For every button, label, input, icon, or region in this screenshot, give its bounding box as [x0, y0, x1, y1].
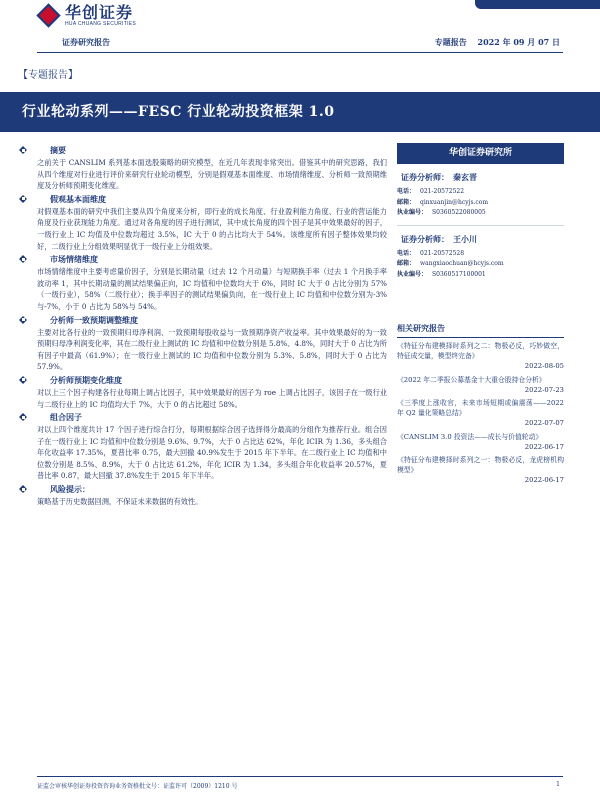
analyst-card: 证券分析师： 王小川 电话： 021-20572528 邮箱： wangxiaochuan@hcyjs.com 执业编号： S0360517100001	[397, 233, 504, 278]
section-body: 对以上四个维度共计 17 个因子进行综合打分，每期根据综合因子选择得分最高的分组作为推荐行业。组合因子在一级行业上 IC 均值和中位数分别是 9.6%、9.7%，大于 0 占比达 62%，年化 ICIR 为 1.36，多头组合年化收益率 17.35%，夏普比率 0.75，最大回撤 40.9%发生于 2015 年下半年。在二级行业上 IC 均值和中位数分别是 8.5%、8.9%，大于 0 占比达 61.2%，年化 ICIR 为 1.34，多头组合年化收益率 20.57%，夏普比率 0.87，最大回撤 37.8%发生于 2015 年下半年。	[37, 425, 387, 481]
related-title: 《特征分布建模择时系列之二：物极必反，巧妙做空，特征成交量，模型终完备》	[397, 342, 564, 361]
section-heading: 风险提示：	[50, 484, 90, 495]
analyst-role: 证券分析师：	[401, 233, 449, 244]
section-heading: 分析师一致预期调整维度	[50, 314, 138, 325]
report-tag: 【专题报告】	[18, 70, 78, 81]
section-heading: 市场情绪维度	[50, 254, 98, 265]
diamond-bullet-icon	[19, 255, 27, 263]
related-date: 2022-06-17	[524, 476, 564, 485]
header-divider	[37, 52, 563, 53]
analyst-email[interactable]: wangxiaochuan@hcyjs.com	[420, 260, 504, 267]
related-heading: 相关研究报告	[397, 323, 564, 338]
logo-icon	[37, 4, 60, 27]
section-body: 主要对比各行业的一致预期归母净利润、一致预期每股收益与一致预期净资产收益率。其中效果最好的为一致预期归母净利润变化率，其在二级行业上测试的 IC 均值和中位数分别是 5.8%、4.8%，同时大于 0 占比为所有因子中最高（61.9%）；在一级行业上测试的 IC 均值和中位数分别为 5.3%、5.8%，同时大于 0 占比为 57.9%。	[37, 327, 387, 372]
related-date: 2022-06-17	[524, 442, 564, 451]
section-body: 市场情绪维度中主要考虑量价因子，分别是长期动量（过去 12 个月动量）与短期换手率（过去 1 个月换手率波动率 1，其中长期动量的测试结果偏正向，IC 均值和中位数均大于 6%，同时 IC 大于 0 占比分别为 57%（一级行业），58%（二级行业）；换手率因子的测试结果偏负向，在一级行业上 IC 均值和中位数分别为-3%与-7%，小于 0 占比为 58%与 54%。	[37, 267, 387, 311]
report-meta	[427, 37, 560, 48]
footer-license: 证监会审核华创证券投资咨询业务资格批文号：证监许可（2009）1210 号	[37, 783, 238, 790]
report-date: 2022 年 09 月 07 日	[477, 37, 560, 47]
page-title: 行业轮动系列——FESC 行业轮动投资框架 1.0	[22, 104, 335, 120]
section-heading: 分析师预期变化维度	[50, 374, 122, 385]
section-risk	[37, 482, 387, 508]
analyst-name: 王小川	[453, 233, 477, 244]
main-content	[37, 143, 387, 508]
analyst-cert: S0360522080005	[432, 209, 486, 216]
related-title: 《特征分布建模择时系列之一：物极必反，龙虎榜机构模型》	[397, 456, 564, 475]
brand-name-cn: 华创证券	[65, 2, 134, 22]
section-expectation-change	[37, 373, 387, 410]
diamond-bullet-icon	[19, 316, 27, 324]
analyst-role: 证券分析师：	[401, 172, 449, 182]
related-title: 《CANSLIM 3.0 投资法——成长与价值轮动》	[397, 432, 543, 441]
analyst-phone: 021-20572522	[420, 188, 465, 195]
analyst-cert: S0360517100001	[432, 270, 486, 278]
related-reports	[397, 323, 564, 486]
section-body: 对以上三个因子构建各行业每期上调占比因子，其中效果最好的因子为 roe 上调占比因子，该因子在一级行业与二级行业上的 IC 均值均大于 7%，大于 0 的占比超过 58%。	[37, 387, 387, 409]
related-title: 《2022 年二季报公募基金十大重仓股持仓分析》	[397, 375, 546, 384]
department-label: 证券研究报告	[62, 37, 110, 47]
section-consensus	[37, 313, 387, 373]
top-accent-bar	[475, 0, 600, 9]
brand-logo	[37, 4, 136, 27]
related-title: 《三季度上涨收官，未来市场短期或偏震荡——2022 年 Q2 量化策略总结》	[397, 399, 564, 418]
diamond-bullet-icon	[19, 485, 27, 493]
related-date: 2022-08-05	[524, 362, 564, 371]
analyst-phone: 021-20572528	[420, 249, 465, 257]
section-summary	[37, 143, 387, 192]
analyst-name: 秦玄晋	[453, 172, 477, 182]
diamond-bullet-icon	[19, 376, 27, 384]
page-number: 1	[556, 781, 560, 788]
diamond-bullet-icon	[19, 195, 27, 203]
section-body: 策略基于历史数据回测，不保证未来数据的有效性。	[37, 497, 203, 507]
list-item[interactable]	[397, 375, 564, 395]
report-type: 专题报告	[434, 37, 467, 47]
brand-name-en: HUA CHUANG SECURITIES	[65, 20, 137, 27]
section-heading: 组合因子	[50, 412, 82, 423]
section-composite	[37, 410, 387, 482]
section-sentiment	[37, 252, 387, 312]
list-item[interactable]	[397, 341, 564, 372]
sidebar-heading: 华创证券研究所	[397, 143, 564, 164]
list-item[interactable]	[397, 398, 564, 429]
related-date: 2022-07-07	[524, 419, 564, 428]
diamond-bullet-icon	[19, 413, 27, 421]
related-date: 2022-07-23	[524, 385, 564, 394]
analyst-email[interactable]: qinxuanjin@hcyjs.com	[420, 198, 489, 206]
analyst-sidebar	[397, 143, 564, 280]
list-item[interactable]	[397, 432, 564, 452]
diamond-bullet-icon	[19, 146, 27, 154]
section-heading: 摘要	[50, 145, 66, 155]
list-item[interactable]	[397, 455, 564, 486]
section-body: 对假观基本面的研究中我们主要从四个角度来分析，即行业的成长角度、行业盈利能力角度、行业的营运能力角度及行业获现能力角度。通过对各角度的因子进行测试，其中成长角度的四个因子是其中效果最好的因子，一级行业上 IC 均值及中位数均超过 3.5%，IC 大于 0 的占比均大于 54%。该维度所有因子整体效果均较好，二级行业上分组效果明显优于一级行业上分组效果。	[37, 206, 387, 251]
divider	[397, 225, 564, 226]
section-fundamental	[37, 192, 387, 252]
section-body: 之前关于 CANSLIM 系列基本面选股策略的研究模型，在近几年表现非常突出。借鉴其中的研究思路，我们从四个维度对行业进行评价来研究行业轮动模型，分别是假观基本面维度、市场情绪维度、分析师一致预期维度及分析师预期变化维度。	[37, 158, 387, 191]
section-heading: 假观基本面维度	[50, 193, 106, 204]
analyst-card: 证券分析师： 秦玄晋 电话： 021-20572522 邮箱： qinxuanjin@hcyjs.com 执业编号： S0360522080005	[397, 172, 489, 216]
footer-divider	[37, 776, 563, 777]
